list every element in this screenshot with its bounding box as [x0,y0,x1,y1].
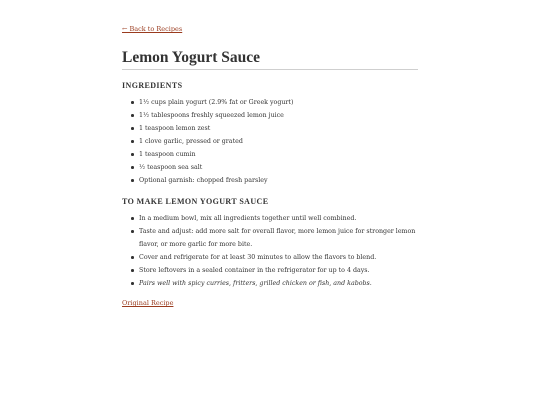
ingredient-item: 1 teaspoon cumin [139,148,418,161]
step-item: Store leftovers in a sealed container in the refrigerator for up to 4 days. [139,264,418,277]
ingredient-item: 1 teaspoon lemon zest [139,122,418,135]
original-recipe-link[interactable]: Original Recipe [122,299,174,307]
recipe-content [122,16,418,309]
ingredient-item: 1½ tablespoons freshly squeezed lemon juice [139,109,418,122]
ingredient-item: Optional garnish: chopped fresh parsley [139,174,418,187]
ingredient-item: 1½ cups plain yogurt (2.9% fat or Greek yogurt) [139,96,418,109]
step-item: Cover and refrigerate for at least 30 minutes to allow the flavors to blend. [139,251,418,264]
ingredient-item: ½ teaspoon sea salt [139,161,418,174]
step-item: Taste and adjust: add more salt for overall flavor, more lemon juice for stronger lemon flavor, or more garlic for more bite. [139,225,418,251]
page-title: Lemon Yogurt Sauce [122,48,418,70]
ingredient-item: 1 clove garlic, pressed or grated [139,135,418,148]
ingredients-heading: INGREDIENTS [122,81,183,90]
step-item: In a medium bowl, mix all ingredients together until well combined. [139,212,418,225]
step-item-serving-note: Pairs well with spicy curries, fritters, grilled chicken or fish, and kabobs. [139,277,418,290]
steps-list [122,212,418,290]
ingredients-list [122,96,418,187]
steps-heading: TO MAKE LEMON YOGURT SAUCE [122,197,269,206]
back-to-recipes-link[interactable]: ← Back to Recipes [122,25,183,33]
